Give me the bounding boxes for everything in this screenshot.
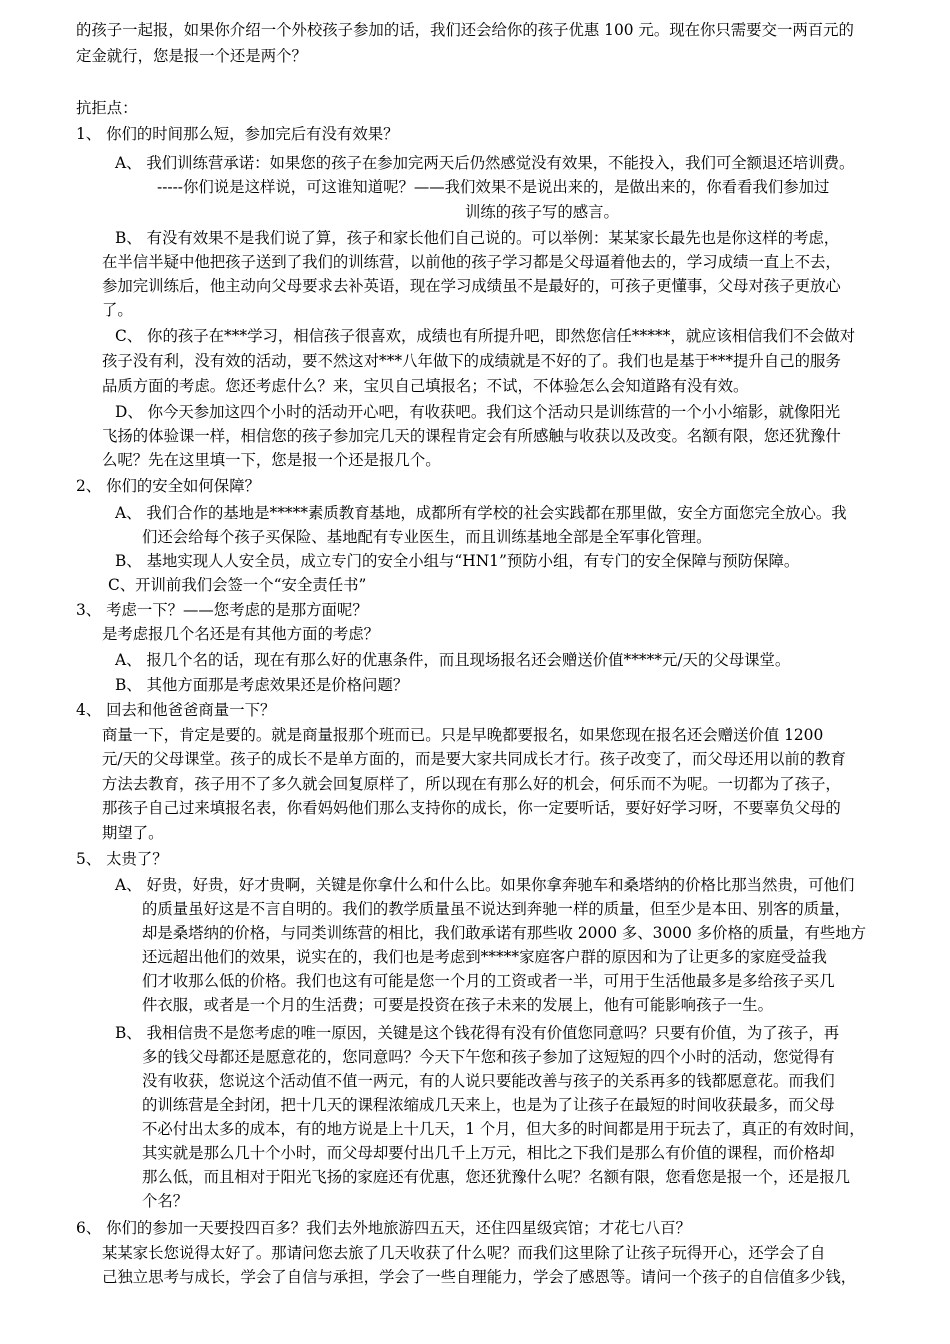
text-line: 的孩子一起报，如果你介绍一个外校孩子参加的话，我们还会给你的孩子优惠 100 元。现在你只需要交一两百元的 <box>76 21 854 39</box>
text-line: B、 其他方面那是考虑效果还是价格问题？ <box>115 676 409 694</box>
text-line: 却是桑塔纳的价格，与同类训练营的相比，我们敢承诺有那些收 2000 多、3000 多价格的质量，有些地方 <box>142 924 867 942</box>
text-line: C、开训前我们会签一个“安全责任书” <box>108 576 367 594</box>
text-line: -----你们说是这样说，可这谁知道呢？——我们效果不是说出来的，是做出来的，你看看我们参加过 <box>157 178 830 196</box>
text-line: 孩子没有利，没有效的活动，要不然这对***八年做下的成绩就是不好的了。我们也是基于***提升自己的服务 <box>102 352 841 370</box>
text-line: A、 好贵，好贵，好才贵啊，关键是你拿什么和什么比。如果你拿奔驰车和桑塔纳的价格比那当然贵，可他们 <box>115 876 855 894</box>
text-line: 在半信半疑中他把孩子送到了我们的训练营，以前他的孩子学习都是父母逼着他去的，学习成绩一直上不去， <box>102 253 841 271</box>
text-line: 训练的孩子写的感言。 <box>465 203 619 221</box>
text-line: 方法去教育，孩子用不了多久就会回复原样了，所以现在有那么好的机会，何乐而不为呢。一切都为了孩子， <box>102 775 841 793</box>
question-heading: 1、 你们的时间那么短，参加完后有没有效果？ <box>76 125 399 143</box>
text-line: 的训练营是全封闭，把十几天的课程浓缩成几天来上，也是为了让孩子在最短的时间收获最多，而父母 <box>142 1096 835 1114</box>
text-line: B、 基地实现人人安全员，成立专门的安全小组与“HN1”预防小组，有专门的安全保障与预防保障。 <box>115 552 800 570</box>
text-line: 了。 <box>102 301 133 319</box>
text-line: 件衣服，或者是一个月的生活费；可要是投资在孩子未来的发展上，他有可能影响孩子一生。 <box>142 996 774 1014</box>
text-line: 是考虑报几个名还是有其他方面的考虑？ <box>102 625 380 643</box>
question-heading: 3、 考虑一下？——您考虑的是那方面呢？ <box>76 601 368 619</box>
text-line: 品质方面的考虑。您还考虑什么？来，宝贝自己填报名；不试，不体验怎么会知道路有没有效。 <box>102 377 749 395</box>
text-line: 某某家长您说得太好了。那请问您去旅了几天收获了什么呢？而我们这里除了让孩子玩得开心，还学会了自 <box>102 1244 826 1262</box>
section-heading: 抗拒点： <box>76 99 138 117</box>
question-heading: 5、 太贵了？ <box>76 850 168 868</box>
text-line: 们才收那么低的价格。我们也这有可能是您一个月的工资或者一半，可用于生活他最多是多给孩子买几 <box>142 972 835 990</box>
text-line: 其实就是那么几十个小时，而父母却要付出几千上万元，相比之下我们是那么有价值的课程，而价格却 <box>142 1144 835 1162</box>
text-line: 商量一下，肯定是要的。就是商量报那个班而已。只是早晚都要报名，如果您现在报名还会赠送价值 1200 <box>102 726 824 744</box>
text-line: D、 你今天参加这四个小时的活动开心吧，有收获吧。我们这个活动只是训练营的一个小小缩影，就像阳光 <box>115 403 841 421</box>
text-line: B、 我相信贵不是您考虑的唯一原因，关键是这个钱花得有没有价值您同意吗？只要有价值，为了孩子，再 <box>115 1024 840 1042</box>
text-line: 的质量虽好这是不言自明的。我们的教学质量虽不说达到奔驰一样的质量，但至少是本田、别客的质量， <box>142 900 850 918</box>
text-line: B、 有没有效果不是我们说了算，孩子和家长他们自己说的。可以举例：某某家长最先也是你这样的考虑， <box>115 229 840 247</box>
text-line: 们还会给每个孩子买保险、基地配有专业医生，而且训练基地全部是全军事化管理。 <box>142 528 712 546</box>
text-line: 定金就行，您是报一个还是两个？ <box>76 47 307 65</box>
text-line: 么呢？先在这里填一下，您是报一个还是报几个。 <box>102 451 441 469</box>
text-line: A、 报几个名的话，现在有那么好的优惠条件，而且现场报名还会赠送价值*****元/天的父母课堂。 <box>115 651 791 669</box>
question-heading: 2、 你们的安全如何保障？ <box>76 477 260 495</box>
text-line: 还远超出他们的效果，说实在的，我们也是考虑到*****家庭客户群的原因和为了让更多的家庭受益我 <box>142 948 827 966</box>
text-line: 个名？ <box>142 1192 189 1210</box>
question-heading: 6、 你们的参加一天要投四百多？我们去外地旅游四五天，还住四星级宾馆；才花七八百？ <box>76 1219 691 1237</box>
text-line: 参加完训练后，他主动向父母要求去补英语，现在学习成绩虽不是最好的，可孩子更懂事，父母对孩子更放心 <box>102 277 841 295</box>
text-line: A、 我们训练营承诺：如果您的孩子在参加完两天后仍然感觉没有效果，不能投入，我们可全额退还培训费。 <box>115 154 855 172</box>
text-line: 元/天的父母课堂。孩子的成长不是单方面的，而是要大家共同成长才行。孩子改变了，而父母还用以前的教育 <box>102 750 846 768</box>
text-line: 期望了。 <box>102 824 164 842</box>
text-line: 多的钱父母都还是愿意花的，您同意吗？今天下午您和孩子参加了这短短的四个小时的活动，您觉得有 <box>142 1048 835 1066</box>
text-line: 飞扬的体验课一样，相信您的孩子参加完几天的课程肯定会有所感触与收获以及改变。名额有限，您还犹豫什 <box>102 427 841 445</box>
text-line: 没有收获，您说这个活动值不值一两元，有的人说只要能改善与孩子的关系再多的钱都愿意花。而我们 <box>142 1072 835 1090</box>
text-line: A、 我们合作的基地是*****素质教育基地，成都所有学校的社会实践都在那里做，安全方面您完全放心。我 <box>115 504 847 522</box>
text-line: C、 你的孩子在***学习，相信孩子很喜欢，成绩也有所提升吧，即然您信任*****，就应该相信我们不会做对 <box>115 327 856 345</box>
text-line: 不必付出太多的成本，有的地方说是上十几天，1 个月，但大多的时间都是用于玩去了，真正的有效时间， <box>142 1120 865 1138</box>
text-line: 那么低，而且相对于阳光飞扬的家庭还有优惠，您还犹豫什么呢？名额有限，您看您是报一个，还是报几 <box>142 1168 850 1186</box>
text-line: 那孩子自己过来填报名表，你看妈妈他们那么支持你的成长，你一定要听话，要好好学习呀，不要辜负父母的 <box>102 799 841 817</box>
question-heading: 4、 回去和他爸爸商量一下？ <box>76 701 276 719</box>
text-line: 己独立思考与成长，学会了自信与承担，学会了一些自理能力，学会了感恩等。请问一个孩子的自信值多少钱， <box>102 1268 857 1286</box>
